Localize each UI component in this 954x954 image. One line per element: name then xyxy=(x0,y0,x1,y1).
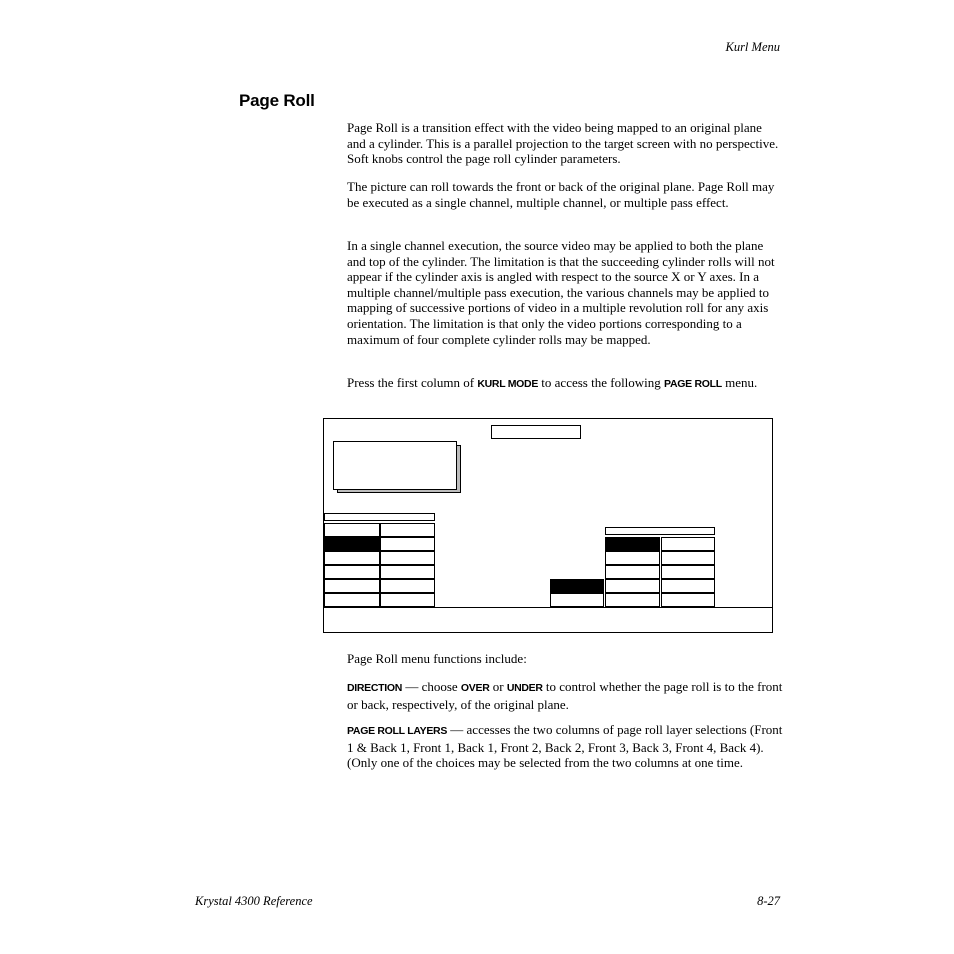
page-roll-layers-keyword: PAGE ROLL LAYERS xyxy=(347,725,448,737)
left-col2-row4 xyxy=(380,565,435,579)
direction-text-c: to control whether the page roll is to the front or back, respectively, of the original plane. xyxy=(347,679,783,712)
intro-paragraph-4 xyxy=(347,375,783,393)
direction-text-a: — choose xyxy=(402,679,461,694)
running-head: Kurl Menu xyxy=(725,40,780,54)
p4-text-a: Press the first column of xyxy=(347,375,478,390)
menu-bottom-divider xyxy=(324,607,772,608)
direction-keyword: DIRECTION xyxy=(347,682,403,694)
right-col1-row4 xyxy=(605,579,660,593)
direction-description xyxy=(347,679,783,712)
left-group-header xyxy=(324,513,435,521)
mid-col-row1-selected xyxy=(550,579,604,593)
right-col1-row5 xyxy=(605,593,660,607)
left-col1-row1 xyxy=(324,523,380,537)
kurl-mode-keyword: KURL MODE xyxy=(477,378,539,390)
section-title: Page Roll xyxy=(239,91,315,110)
layers-description xyxy=(347,722,783,771)
intro-paragraph-3: In a single channel execution, the source video may be applied to both the plane and top of the cylinder. The limitation is that the succeeding cylinder rolls will not appear if the cylinder axis is angled with respect to the source X or Y axes. In a multiple channel/multiple pass execution, the various channels may be applied to mapping of successive portions of video in a multiple revolution roll for any axis orientation. The limitation is that only the video portions corresponding to a maximum of four complete cylinder rolls may be mapped. xyxy=(347,238,775,347)
page-roll-menu-diagram xyxy=(323,418,773,633)
layers-text: — accesses the two columns of page roll layer selections (Front 1 & Back 1, Front 1, Back 1, Front 2, Back 2, Front 3, Back 3, Front 4, Back 4). (Only one of the choices may be selected from the two columns at one time. xyxy=(347,722,783,771)
right-col2-row1 xyxy=(661,537,715,551)
left-col2-row1 xyxy=(380,523,435,537)
left-col2-row3 xyxy=(380,551,435,565)
intro-paragraph-2: The picture can roll towards the front or back of the original plane. Page Roll may be executed as a single channel, multiple channel, or multiple pass effect. xyxy=(347,179,775,210)
right-col2-row5 xyxy=(661,593,715,607)
direction-text-b: or xyxy=(489,679,507,694)
left-col2-row2 xyxy=(380,537,435,551)
right-col2-row4 xyxy=(661,579,715,593)
p4-text-c: menu. xyxy=(721,375,758,390)
left-col1-row6 xyxy=(324,593,380,607)
intro-paragraph-1: Page Roll is a transition effect with the video being mapped to an original plane and a cylinder. This is a parallel projection to the target screen with no perspective. Soft knobs control the page roll cylinder parameters. xyxy=(347,120,779,167)
over-keyword: OVER xyxy=(460,682,490,694)
p4-text-b: to access the following xyxy=(538,375,665,390)
right-col2-row2 xyxy=(661,551,715,565)
under-keyword: UNDER xyxy=(506,682,543,694)
info-panel xyxy=(333,441,457,490)
right-col1-row3 xyxy=(605,565,660,579)
menu-title-box xyxy=(491,425,581,439)
left-col1-row3 xyxy=(324,551,380,565)
right-col2-row3 xyxy=(661,565,715,579)
left-col1-row4 xyxy=(324,565,380,579)
functions-intro: Page Roll menu functions include: xyxy=(347,651,527,666)
footer-page-number: 8-27 xyxy=(757,894,780,908)
left-col1-row5 xyxy=(324,579,380,593)
footer-title: Krystal 4300 Reference xyxy=(195,894,313,908)
left-col1-row2-selected xyxy=(324,537,380,551)
right-group-header xyxy=(605,527,715,535)
right-col1-row2 xyxy=(605,551,660,565)
page-roll-keyword: PAGE ROLL xyxy=(664,378,722,390)
left-col2-row6 xyxy=(380,593,435,607)
mid-col-row2 xyxy=(550,593,604,607)
left-col2-row5 xyxy=(380,579,435,593)
right-col1-row1-selected xyxy=(605,537,660,551)
